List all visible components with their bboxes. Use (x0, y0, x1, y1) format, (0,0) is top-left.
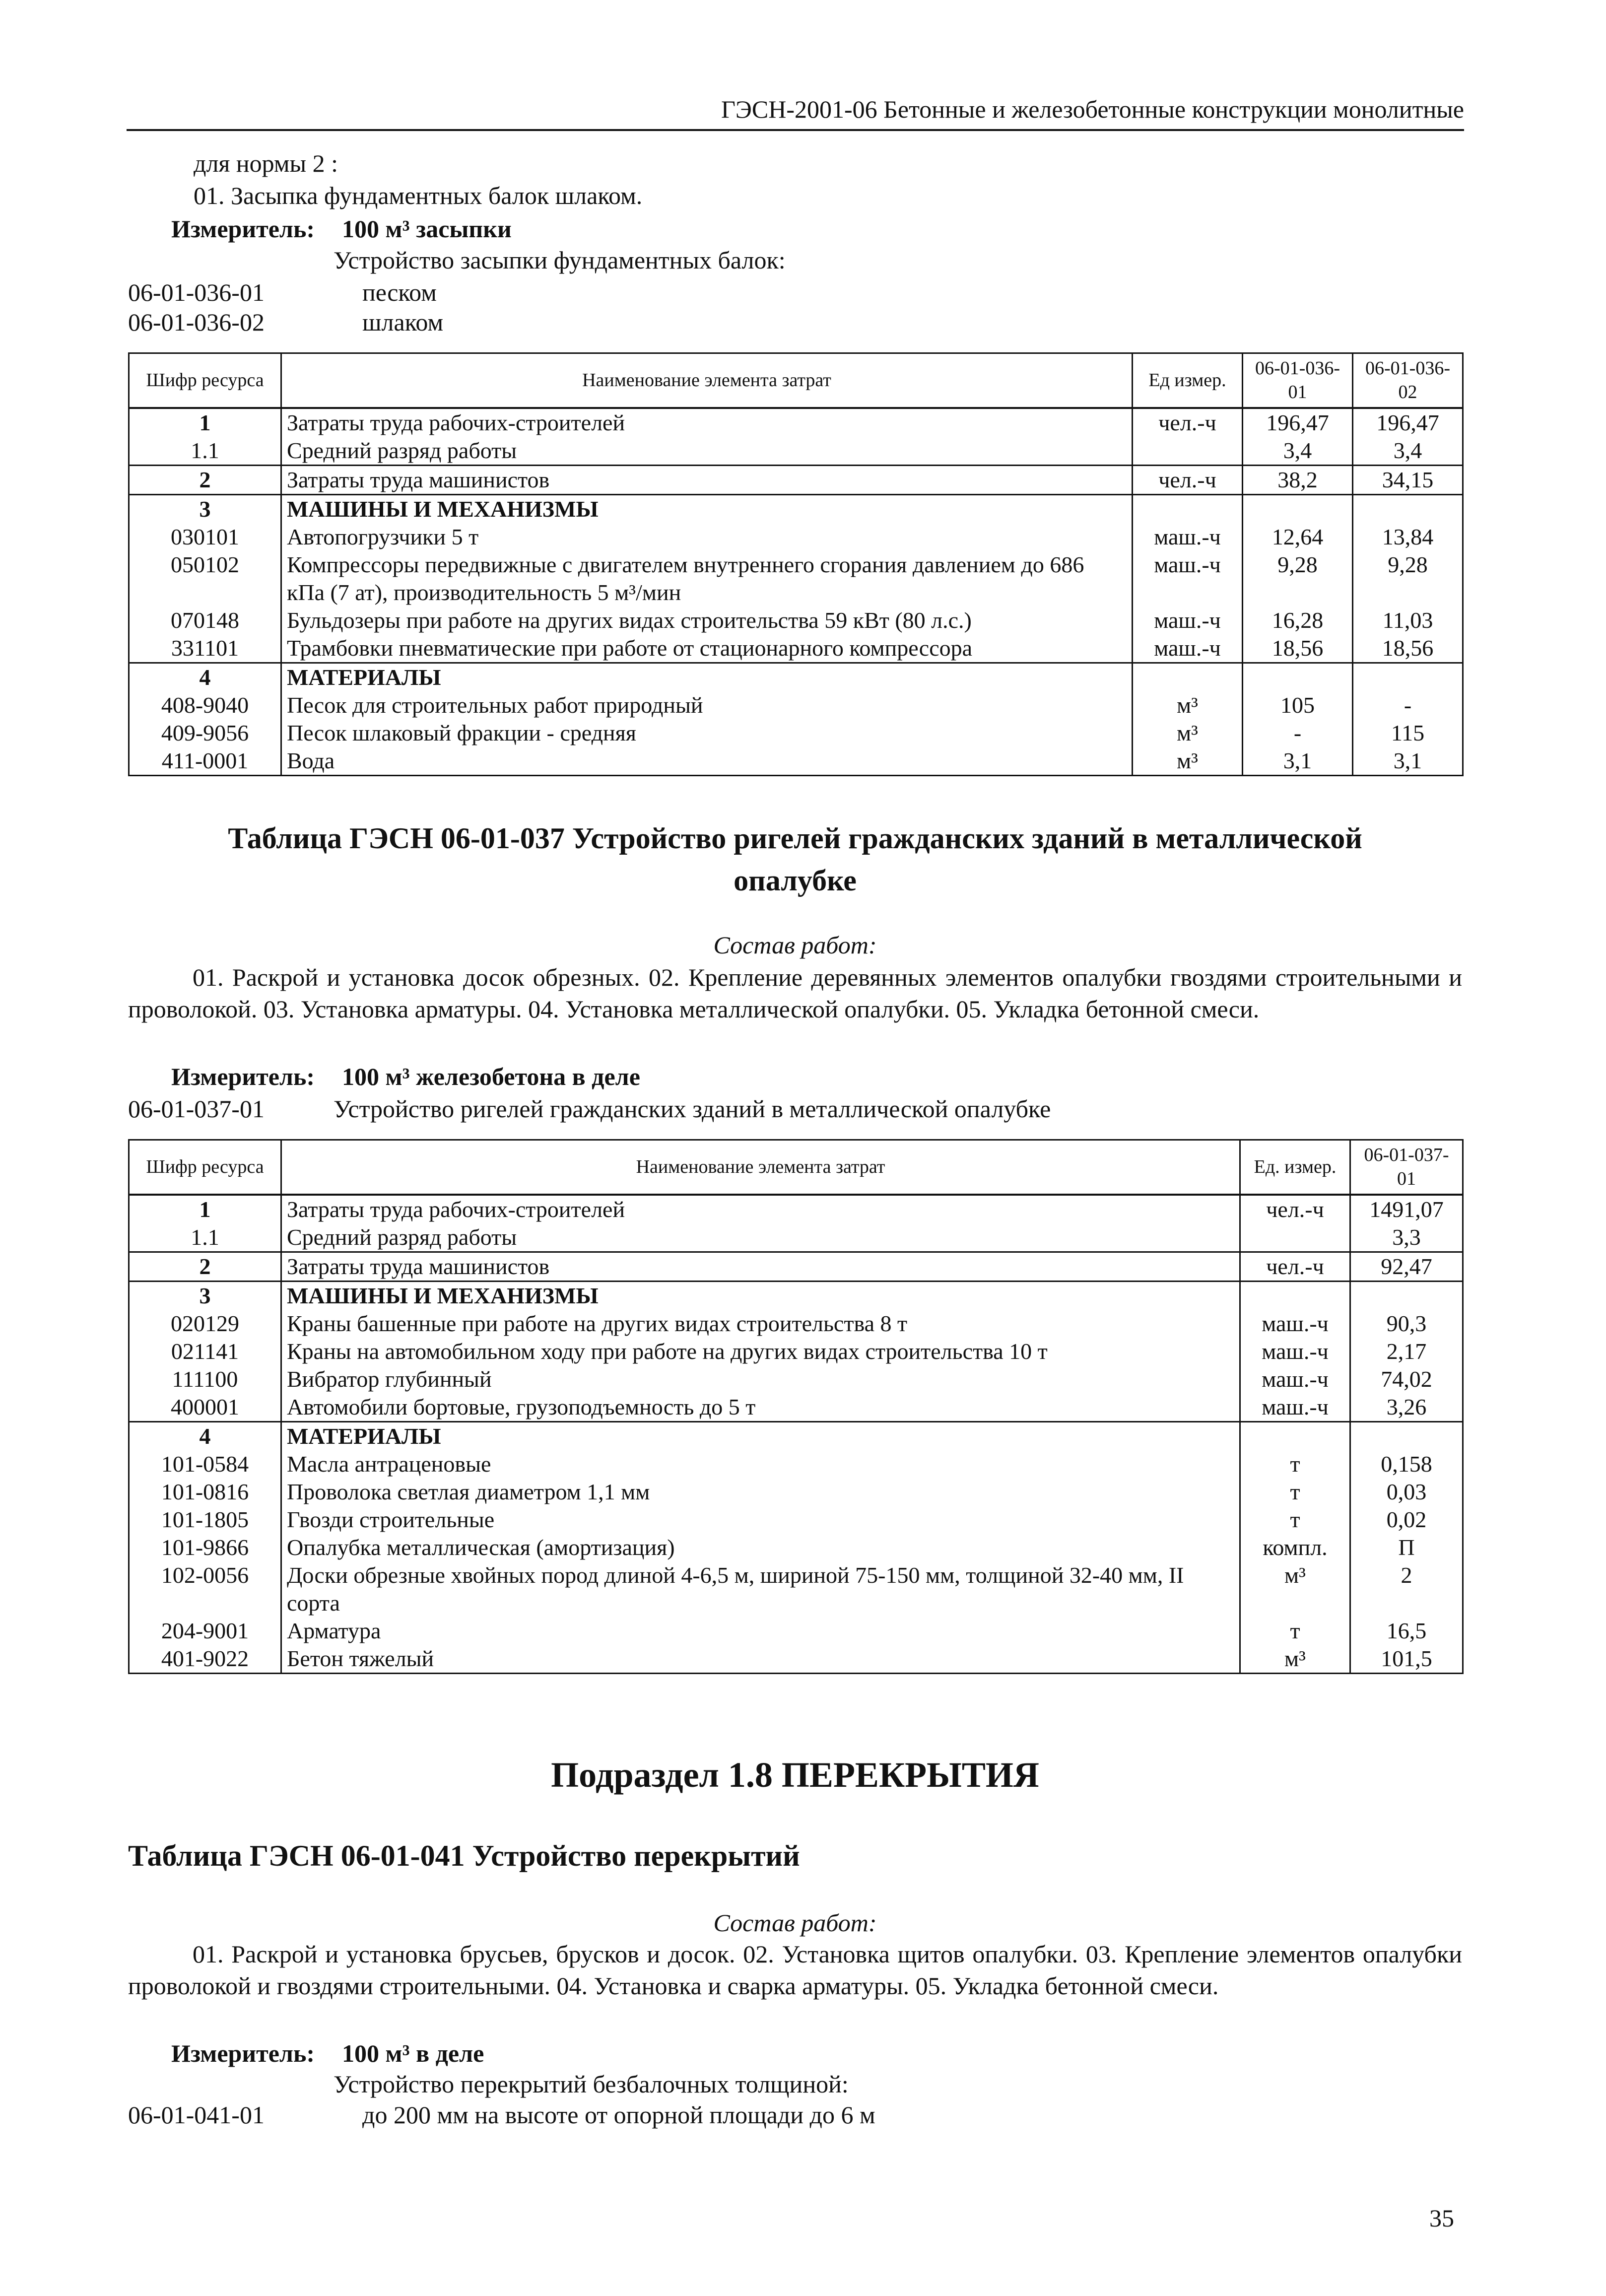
table-row: 101-0816 Проволока светлая диаметром 1,1 мм т 0,03 (129, 1478, 1463, 1506)
norm-code: 06-01-037-01 (128, 1095, 265, 1123)
for-norm-label: для нормы 2 : (194, 149, 338, 177)
norm-name: шлаком (362, 308, 444, 336)
table-row: 2 Затраты труда машинистов чел.-ч 38,2 34,15 (129, 465, 1463, 494)
running-header: ГЭСН-2001-06 Бетонные и железобетонные конструкции монолитные (127, 89, 1464, 131)
norm-code: 06-01-041-01 (128, 2101, 265, 2129)
meter-label: Измеритель: (171, 215, 315, 243)
group-caption: Устройство перекрытий безбалочных толщиной: (334, 2070, 849, 2098)
resource-table-037 (128, 1139, 1464, 1674)
table-row: 1 Затраты труда рабочих-строителей чел.-ч 1491,07 (129, 1195, 1463, 1223)
table-row: 050102 Компрессоры передвижные с двигателем внутреннего сгорания давлением до 686 кПа (7 ат), производительность 5 м³/мин маш.-ч 9,28 9,28 (129, 551, 1463, 607)
col-header: Наименование элемента затрат (281, 1140, 1240, 1195)
col-header: Ед измер. (1133, 353, 1243, 408)
table-row: 409-9056 Песок шлаковый фракции - средняя м³ - 115 (129, 719, 1463, 747)
table-row: 102-0056 Доски обрезные хвойных пород длиной 4-6,5 м, шириной 75-150 мм, толщиной 32-40 мм, II сорта м³ 2 (129, 1561, 1463, 1617)
meter-line (171, 214, 512, 243)
meter-value: 100 м³ в деле (342, 2039, 484, 2067)
group-caption: Устройство засыпки фундаментных балок: (334, 246, 786, 274)
table-row: 4 МАТЕРИАЛЫ (129, 1421, 1463, 1450)
works-paragraph: 01. Раскрой и установка досок обрезных. 02. Крепление деревянных элементов опалубки гвоздями строительными и проволокой. 03. Установка арматуры. 04. Установка металлической опалубки. 05. Укладка бетонной смеси. (128, 963, 1462, 1023)
table-row: 101-1805 Гвозди строительные т 0,02 (129, 1506, 1463, 1534)
works-paragraph: 01. Раскрой и установка брусьев, брусков и досок. 02. Установка щитов опалубки. 03. Крепление элементов опалубки проволокой и гвоздями строительными. 04. Установка и сварка арматуры. 05. Укладка бетонной смеси. (128, 1940, 1462, 2000)
table-row: 1.1 Средний разряд работы 3,3 (129, 1223, 1463, 1252)
table-row: 070148 Бульдозеры при работе на других видах строительства 59 кВт (80 л.с.) маш.-ч 16,28 11,03 (129, 607, 1463, 634)
table-row: 331101 Трамбовки пневматические при работе от стационарного компрессора маш.-ч 18,56 18,56 (129, 634, 1463, 663)
table-row: 030101 Автопогрузчики 5 т маш.-ч 12,64 13,84 (129, 523, 1463, 551)
col-header: Шифр ресурса (129, 1140, 281, 1195)
table-row: 3 МАШИНЫ И МЕХАНИЗМЫ (129, 494, 1463, 523)
page-number: 35 (1429, 2204, 1454, 2232)
table-title: Таблица ГЭСН 06-01-041 Устройство перекрытий (128, 1839, 800, 1872)
table-title-continued: опалубке (734, 864, 857, 897)
meter-line (171, 1062, 640, 1091)
meter-label: Измеритель: (171, 1063, 315, 1090)
col-header: Ед. измер. (1240, 1140, 1350, 1195)
meter-line (171, 2039, 484, 2068)
meter-label: Измеритель: (171, 2039, 315, 2067)
col-header: Наименование элемента затрат (281, 353, 1133, 408)
norm-name: до 200 мм на высоте от опорной площади до 6 м (362, 2101, 875, 2129)
table-row: 3 МАШИНЫ И МЕХАНИЗМЫ (129, 1281, 1463, 1310)
composition-label: Состав работ: (713, 1909, 877, 1937)
table-row: 204-9001 Арматура т 16,5 (129, 1617, 1463, 1645)
table-row: 021141 Краны на автомобильном ходу при работе на других видах строительства 10 т маш.-ч 2,17 (129, 1338, 1463, 1365)
meter-value: 100 м³ засыпки (342, 215, 512, 243)
table-row: 401-9022 Бетон тяжелый м³ 101,5 (129, 1645, 1463, 1674)
work-item-line: 01. Засыпка фундаментных балок шлаком. (194, 182, 643, 209)
subsection-title: Подраздел 1.8 ПЕРЕКРЫТИЯ (551, 1755, 1039, 1795)
col-header: 06-01-036-02 (1353, 353, 1463, 408)
col-header: Шифр ресурса (129, 353, 281, 408)
col-header: 06-01-037-01 (1350, 1140, 1463, 1195)
table-row: 411-0001 Вода м³ 3,1 3,1 (129, 747, 1463, 776)
table-title: Таблица ГЭСН 06-01-037 Устройство ригелей гражданских зданий в металлической (228, 822, 1362, 855)
table-row: 101-0584 Масла антраценовые т 0,158 (129, 1450, 1463, 1478)
table-row: 4 МАТЕРИАЛЫ (129, 663, 1463, 691)
norm-code: 06-01-036-02 (128, 308, 265, 336)
norm-name: песком (362, 278, 437, 306)
norm-code: 06-01-036-01 (128, 278, 265, 306)
table-row: 400001 Автомобили бортовые, грузоподъемность до 5 т маш.-ч 3,26 (129, 1393, 1463, 1422)
resource-table-036 (128, 352, 1464, 776)
col-header: 06-01-036-01 (1243, 353, 1353, 408)
table-row: 408-9040 Песок для строительных работ природный м³ 105 - (129, 691, 1463, 719)
table-row: 1 Затраты труда рабочих-строителей чел.-ч 196,47 196,47 (129, 408, 1463, 437)
table-row: 020129 Краны башенные при работе на других видах строительства 8 т маш.-ч 90,3 (129, 1310, 1463, 1338)
table-row: 111100 Вибратор глубинный маш.-ч 74,02 (129, 1365, 1463, 1393)
meter-value: 100 м³ железобетона в деле (342, 1063, 640, 1090)
composition-label: Состав работ: (713, 931, 877, 959)
table-row: 1.1 Средний разряд работы 3,4 3,4 (129, 437, 1463, 466)
norm-name: Устройство ригелей гражданских зданий в металлической опалубке (334, 1095, 1051, 1123)
table-row: 2 Затраты труда машинистов чел.-ч 92,47 (129, 1252, 1463, 1281)
table-row: 101-9866 Опалубка металлическая (амортизация) компл. П (129, 1534, 1463, 1561)
